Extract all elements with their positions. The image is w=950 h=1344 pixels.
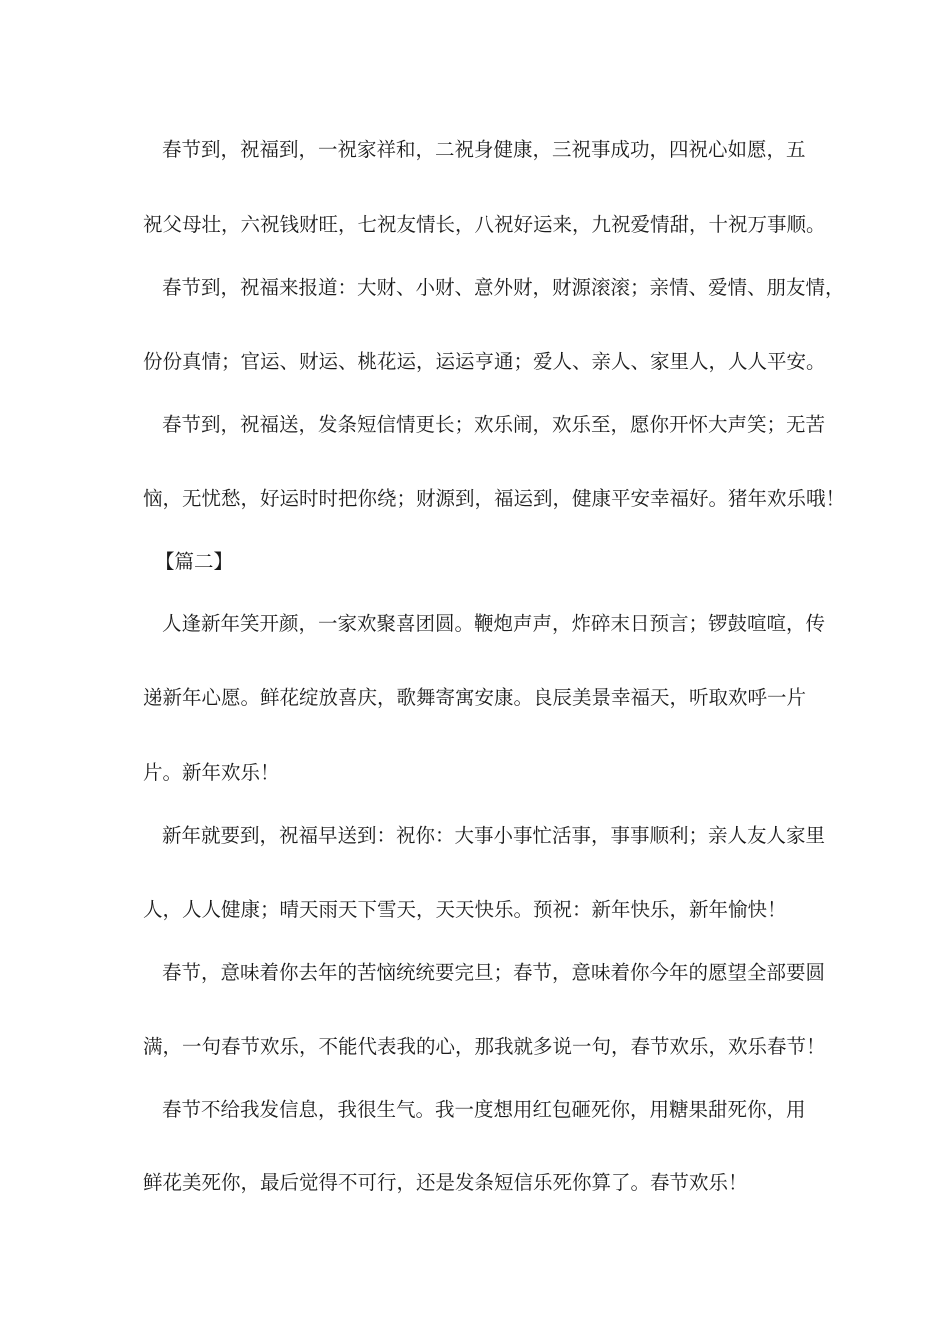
text-line: 祝父母壮，六祝钱财旺，七祝友情长，八祝好运来，九祝爱情甜，十祝万事顺。 (143, 213, 826, 236)
text-line: 春节，意味着你去年的苦恼统统要完旦；春节，意味着你今年的愿望全部要圆 (162, 961, 826, 984)
text-line: 递新年心愿。鲜花绽放喜庆，歌舞寄寓安康。良辰美景幸福天，听取欢呼一片 (143, 686, 807, 709)
text-line: 春节到，祝福到，一祝家祥和，二祝身健康，三祝事成功，四祝心如愿，五 (162, 138, 806, 161)
text-line: 人逢新年笑开颜，一家欢聚喜团圆。鞭炮声声，炸碎末日预言；锣鼓喧喧，传 (162, 612, 826, 635)
text-line: 春节到，祝福来报道：大财、小财、意外财，财源滚滚；亲情、爱情、朋友情， (162, 276, 845, 299)
text-line: 人，人人健康；晴天雨天下雪天，天天快乐。预祝：新年快乐，新年愉快！ (143, 898, 787, 921)
text-line: 鲜花美死你，最后觉得不可行，还是发条短信乐死你算了。春节欢乐！ (143, 1171, 748, 1194)
text-line: 满，一句春节欢乐，不能代表我的心，那我就多说一句，春节欢乐，欢乐春节！ (143, 1035, 826, 1058)
text-line: 春节到，祝福送，发条短信情更长；欢乐闹，欢乐至，愿你开怀大声笑；无苦 (162, 413, 826, 436)
text-line: 份份真情；官运、财运、桃花运，运运亨通；爱人、亲人、家里人，人人平安。 (143, 350, 826, 373)
text-line: 新年就要到，祝福早送到：祝你：大事小事忙活事，事事顺利；亲人友人家里 (162, 824, 826, 847)
section-heading: 【篇二】 (155, 550, 234, 573)
text-line: 恼，无忧愁，好运时时把你绕；财源到，福运到，健康平安幸福好。猪年欢乐哦！ (143, 487, 846, 510)
text-line: 春节不给我发信息，我很生气。我一度想用红包砸死你，用糖果甜死你，用 (162, 1098, 806, 1121)
text-line: 片。新年欢乐！ (143, 761, 280, 784)
